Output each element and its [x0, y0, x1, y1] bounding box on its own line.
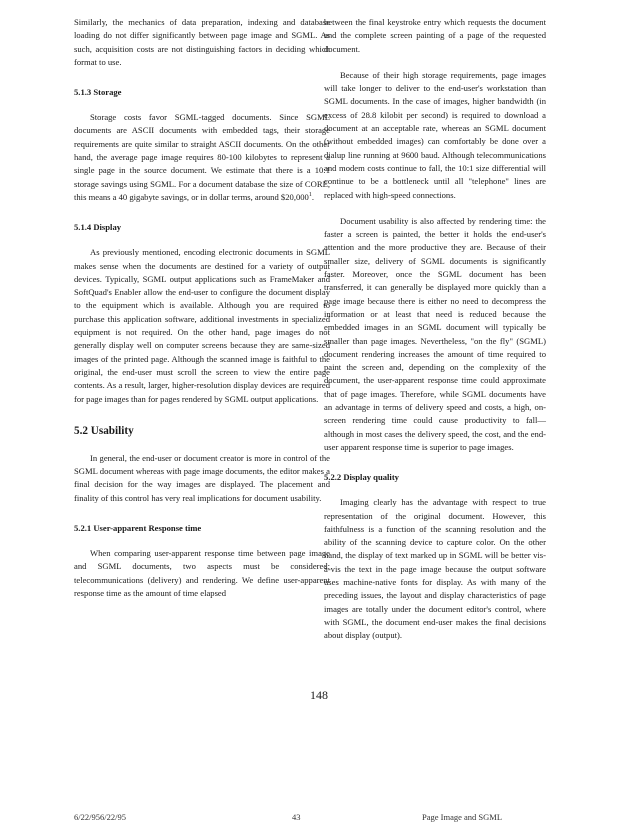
footer-title: Page Image and SGML — [422, 812, 503, 822]
heading-usability: 5.2 Usability — [74, 424, 134, 437]
paragraph-storage — [74, 111, 330, 204]
paragraph-gap — [324, 202, 546, 215]
heading-response-time: 5.2.1 User-apparent Response time — [74, 523, 202, 534]
paragraph-usability: In general, the end-user or document creator is more in control of the SGML document whereas with page image documents, the editor makes a final decision for the way images are displayed. The placement and finality of this control has very real implications for document usability. — [74, 452, 330, 503]
heading-display: 5.1.4 Display — [74, 222, 122, 233]
right-column — [324, 16, 546, 642]
paragraph-data-preparation: Similarly, the mechanics of data preparation, indexing and database loading do not differ significantly between page image and SGML. As such, acquisition costs are not distinguishing factors in deciding which format to use. — [74, 17, 330, 67]
paragraph-keystroke: between the final keystroke entry which requests the document and the complete screen painting of a page of the requested document. — [324, 17, 546, 54]
storage-text: Storage costs favor SGML-tagged documents. Since SGML documents are ASCII documents with embedded tags, their storage requirements are quite similar to straight ASCII documents. On the other hand, the average page image requires 80-100 kilobytes to represent a single page in the source document. We estimate that there is a 10:1 storage savings using SGML. For a document database the size of CORE, this means a 40 gigabyte savings, or in dollar terms, around $20,000 — [74, 112, 330, 202]
paragraph-response-time: When comparing user-apparent response time between page image and SGML documents, two aspects must be considered: telecommunications (delivery) and rendering. We define user-apparent response time as the amount of time elapsed — [74, 548, 330, 598]
heading-display-quality: 5.2.2 Display quality — [324, 472, 399, 483]
paragraph-bandwidth: Because of their high storage requirements, page images will take longer to deliver to the end-user's workstation than SGML documents. In the case of images, higher bandwidth (in excess of 28.8 kilobit per second) is required to download a document at an acceptable rate, whereas an SGML document (without embedded images) can comfortably be done over a dialup line running at 9600 baud. Although telecommunications and modem costs continue to fall, the 10:1 size differential will continue to be a bottleneck until all "telephone" lines are replaced with high-speed connections. — [324, 69, 546, 200]
left-column — [74, 16, 330, 600]
footnote-marker: 1 — [308, 192, 312, 199]
paragraph-display: As previously mentioned, encoding electronic documents in SGML makes sense when the documents are destined for a variety of output devices. Typically, SGML output applications such as FrameMaker and SoftQuad's Enabler allow the end-user to configure the document display to the equipment which is available. Although you are required to purchase this application software, additional investments in specialized equipment is not required. On the other hand, page images do not generally display well on computer screens because they are same-sized images of the printed page. Although the scanned image is faithful to the original, the end-user must scroll the screen to view the entire page contents. As a result, larger, higher-resolution display devices are required for page images than for pages rendered by SGML output applications. — [74, 247, 330, 404]
page-number: 148 — [310, 688, 328, 702]
heading-storage: 5.1.3 Storage — [74, 87, 122, 98]
footer-page: 43 — [292, 812, 301, 822]
storage-text-end: . — [311, 191, 315, 202]
footer-date: 6/22/956/22/95 — [74, 812, 126, 822]
paragraph-gap — [324, 56, 546, 69]
paragraph-rendering-time: Document usability is also affected by rendering time: the faster a screen is painted, the better it holds the end-user's attention and the more productive they are. Because of their smaller size, delivery of SGML documents is significantly faster. Moreover, once the SGML document has been transferred, it can generally be displayed more quickly than a page image because there is either no need to decompress the information or at least that need is reduced because the embedded images in an SGML document will typically be smaller than page images. Nevertheless, "on the fly" (SGML) document rendering increases the amount of time required to paint the screen and, depending on the complexity of the document, the user-apparent response time could approximate that of page images. Therefore, while SGML documents have an advantage in terms of delivery speed and costs, a high, on-screen rendering time could cause productivity to fall—although in most cases the delivery speed, the cost, and the end-user apparent response time is superior to page images. — [324, 215, 546, 452]
paragraph-display-quality: Imaging clearly has the advantage with respect to true representation of the original document. However, this faithfulness is a function of the scanning resolution and the ability of the scanning device to capture color. On the other hand, the display of text marked up in SGML will be better vis-à-vis the text in the page image because the output software uses machine-native fonts for display. As with many of the preceding issues, the layout and display characteristics of page images are totally under the document editor's control, where with SGML, the document end-user makes the final decisions about display (output). — [324, 497, 546, 641]
